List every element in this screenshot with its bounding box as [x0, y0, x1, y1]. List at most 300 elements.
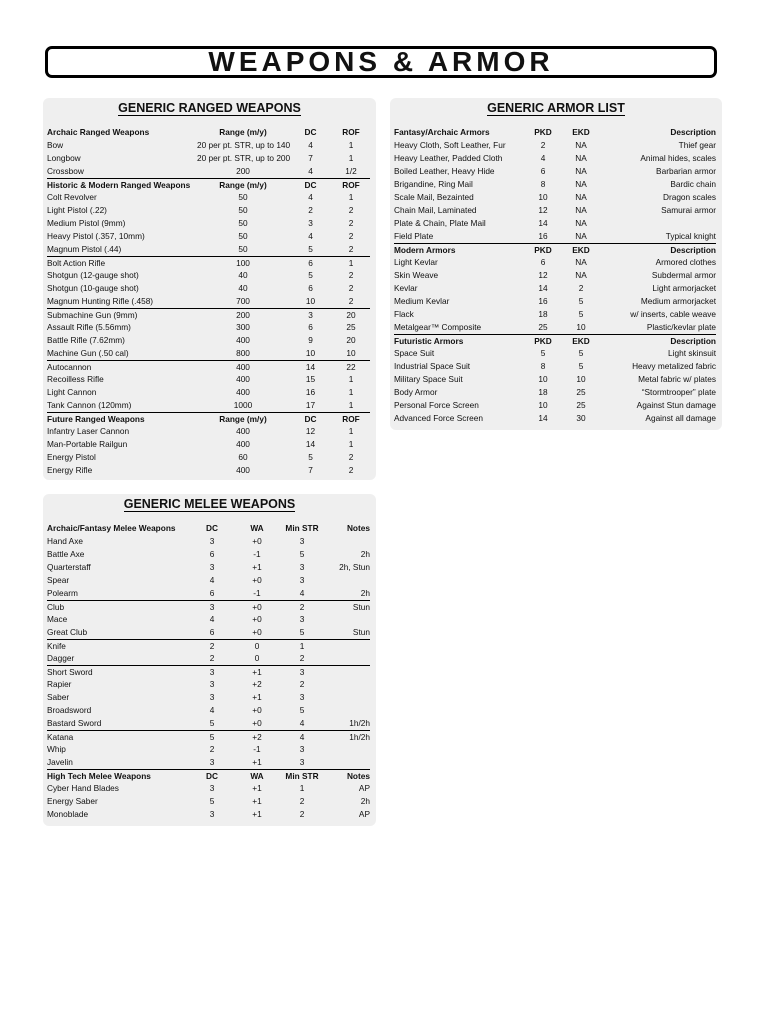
table-cell: NA: [575, 192, 587, 202]
table-cell: Magnum Hunting Rifle (.458): [47, 296, 154, 306]
table-cell: +1: [252, 796, 262, 806]
table-cell: 8: [540, 179, 546, 189]
table-cell: Heavy Cloth, Soft Leather, Fur: [394, 140, 506, 150]
table-cell: 5: [308, 270, 313, 280]
table-header-row: [47, 178, 370, 191]
table-cell: Colt Revolver: [47, 192, 97, 202]
table-cell: 3: [209, 809, 215, 819]
table-cell: 10: [538, 374, 548, 384]
table-cell: 3: [209, 783, 215, 793]
table-row: [394, 178, 716, 191]
table-row: [47, 464, 370, 477]
table-row: [394, 217, 716, 230]
table-cell: Infantry Laser Cannon: [47, 426, 130, 436]
table-cell: 0: [254, 653, 260, 663]
table-cell: 1h/2h: [349, 718, 370, 728]
table-header-row: [47, 412, 370, 425]
table-cell: 2h, Stun: [339, 562, 370, 572]
table-cell: 4: [209, 705, 215, 715]
table-cell: 16: [305, 387, 316, 397]
table-cell: 6: [540, 257, 546, 267]
table-cell: Battle Axe: [47, 549, 85, 559]
table-cell: 2h: [360, 549, 370, 559]
table-cell: 3: [299, 575, 305, 585]
table-row: [394, 347, 716, 360]
table-cell: Light armorjacket: [652, 283, 716, 293]
table-cell: 14: [538, 283, 548, 293]
table-row: [47, 438, 370, 451]
table-cell: Bastard Sword: [47, 718, 102, 728]
table-row: [394, 139, 716, 152]
table-cell: 3: [299, 614, 305, 624]
column-header: DC: [206, 523, 218, 533]
table-cell: Light Pistol (.22): [47, 205, 107, 215]
table-row: [47, 678, 370, 691]
table-cell: Light Kevlar: [394, 257, 438, 267]
table-cell: 2: [209, 641, 215, 651]
table-cell: 50: [238, 244, 248, 254]
table-cell: +1: [252, 667, 262, 677]
table-cell: 5: [540, 348, 546, 358]
table-cell: 1: [348, 426, 354, 436]
table-cell: 2: [299, 653, 305, 663]
table-row: [47, 165, 370, 178]
table-header-row: [394, 334, 716, 347]
table-cell: Crossbow: [47, 166, 84, 176]
ranged-weapons-panel: [43, 98, 376, 480]
table-cell: Autocannon: [47, 362, 92, 372]
table-cell: NA: [575, 205, 587, 215]
table-cell: Javelin: [47, 757, 73, 767]
table-row: [394, 165, 716, 178]
table-cell: 6: [209, 627, 215, 637]
table-cell: Personal Force Screen: [394, 400, 479, 410]
table-cell: 10: [538, 192, 548, 202]
table-cell: 1: [348, 439, 354, 449]
table-cell: Monoblade: [47, 809, 89, 819]
table-cell: 1/2: [345, 166, 357, 176]
table-cell: 50: [238, 231, 248, 241]
armor-list-table: [394, 126, 716, 425]
table-cell: Armored clothes: [655, 257, 716, 267]
table-row: [47, 756, 370, 769]
table-row: [47, 139, 370, 152]
table-cell: 400: [236, 465, 250, 475]
table-cell: Katana: [47, 732, 74, 742]
table-cell: 18: [538, 387, 548, 397]
table-header-row: [47, 769, 370, 782]
table-cell: Body Armor: [394, 387, 438, 397]
column-header: WA: [250, 771, 264, 781]
table-cell: 3: [209, 757, 215, 767]
table-cell: +1: [252, 783, 262, 793]
table-cell: 3: [308, 218, 313, 228]
table-cell: 40: [238, 283, 248, 293]
table-cell: 2: [348, 452, 354, 462]
table-cell: 25: [576, 387, 586, 397]
table-cell: 1: [348, 387, 354, 397]
column-header: ROF: [342, 414, 360, 424]
table-cell: 4: [540, 153, 546, 163]
table-cell: 5: [308, 452, 313, 462]
table-row: [394, 321, 716, 334]
table-cell: 100: [236, 258, 250, 268]
table-cell: Space Suit: [394, 348, 435, 358]
table-cell: 10: [576, 322, 586, 332]
table-row: [394, 191, 716, 204]
table-cell: 2: [209, 653, 215, 663]
table-row: [394, 308, 716, 321]
table-row: [47, 730, 370, 743]
table-cell: 2h: [360, 588, 370, 598]
table-cell: Energy Rifle: [47, 465, 93, 475]
table-cell: 8: [540, 361, 546, 371]
table-cell: NA: [575, 179, 587, 189]
table-row: [394, 256, 716, 269]
column-header: Min STR: [285, 771, 319, 781]
table-cell: 5: [578, 296, 584, 306]
table-cell: 1: [348, 258, 354, 268]
table-row: [47, 613, 370, 626]
table-cell: 50: [238, 192, 248, 202]
table-cell: +0: [252, 536, 262, 546]
table-cell: [322, 678, 370, 691]
table-cell: 6: [308, 258, 313, 268]
table-cell: Tank Cannon (120mm): [47, 400, 132, 410]
column-header: EKD: [572, 336, 590, 346]
table-row: [47, 652, 370, 665]
table-cell: -1: [253, 549, 261, 559]
table-cell: 2: [348, 205, 354, 215]
table-cell: 10: [538, 400, 548, 410]
table-row: [47, 808, 370, 821]
table-cell: 5: [209, 796, 215, 806]
table-row: [394, 282, 716, 295]
table-cell: 16: [538, 296, 548, 306]
table-cell: [322, 640, 370, 652]
table-cell: Machine Gun (.50 cal): [47, 348, 129, 358]
table-row: [47, 561, 370, 574]
table-row: [47, 269, 370, 282]
table-row: [394, 204, 716, 217]
table-cell: Polearm: [47, 588, 78, 598]
table-cell: 3: [299, 536, 305, 546]
table-row: [47, 626, 370, 639]
table-cell: Short Sword: [47, 667, 93, 677]
table-cell: w/ inserts, cable weave: [630, 309, 716, 319]
table-cell: 16: [538, 231, 548, 241]
table-row: [47, 639, 370, 652]
table-cell: 30: [576, 413, 586, 423]
table-cell: 6: [308, 283, 313, 293]
table-cell: Shotgun (12-gauge shot): [47, 270, 139, 280]
table-cell: Medium armorjacket: [640, 296, 716, 306]
table-cell: 25: [576, 400, 586, 410]
table-cell: 12: [538, 270, 548, 280]
table-cell: 3: [209, 602, 215, 612]
column-header: DC: [206, 771, 218, 781]
table-cell: Broadsword: [47, 705, 92, 715]
table-cell: NA: [575, 270, 587, 280]
table-cell: Plate & Chain, Plate Mail: [394, 218, 486, 228]
table-row: [47, 691, 370, 704]
table-cell: 2: [348, 231, 354, 241]
table-row: [47, 782, 370, 795]
table-cell: 2: [299, 809, 305, 819]
table-cell: +1: [252, 562, 262, 572]
table-cell: Metalgear™ Composite: [394, 322, 482, 332]
table-cell: Medium Pistol (9mm): [47, 218, 126, 228]
column-header: Description: [670, 336, 716, 346]
column-header: Modern Armors: [394, 245, 456, 255]
table-cell: Samurai armor: [661, 205, 716, 215]
table-cell: 5: [578, 309, 584, 319]
table-cell: 14: [305, 362, 316, 372]
table-cell: NA: [575, 166, 587, 176]
table-cell: 20 per pt. STR, up to 200: [197, 153, 291, 163]
table-cell: Spear: [47, 575, 70, 585]
table-cell: 400: [236, 335, 250, 345]
table-cell: Thief gear: [678, 140, 716, 150]
table-cell: 1: [348, 192, 354, 202]
table-cell: NA: [575, 257, 587, 267]
table-cell: 12: [305, 426, 316, 436]
table-cell: 2: [348, 465, 354, 475]
table-cell: Shotgun (10-gauge shot): [47, 283, 139, 293]
table-cell: +1: [252, 692, 262, 702]
table-cell: 10: [576, 374, 586, 384]
table-cell: 3: [209, 679, 215, 689]
table-cell: 5: [578, 348, 584, 358]
table-cell: 3: [209, 667, 215, 677]
column-header: WA: [250, 523, 264, 533]
table-row: [394, 386, 716, 399]
table-cell: 400: [236, 439, 250, 449]
table-cell: Barbarian armor: [656, 166, 716, 176]
table-cell: 9: [308, 335, 313, 345]
table-cell: 5: [209, 718, 215, 728]
table-cell: +1: [252, 809, 262, 819]
table-cell: 3: [299, 667, 305, 677]
table-row: [47, 399, 370, 412]
page-title: WEAPONS & ARMOR: [208, 46, 554, 77]
table-cell: 20 per pt. STR, up to 140: [197, 140, 291, 150]
table-cell: 4: [209, 614, 215, 624]
table-cell: 10: [305, 348, 316, 358]
table-cell: Magnum Pistol (.44): [47, 244, 122, 254]
column-header: Range (m/y): [219, 414, 267, 424]
table-row: [394, 295, 716, 308]
table-row: [394, 373, 716, 386]
table-cell: Club: [47, 602, 65, 612]
table-cell: 14: [538, 413, 548, 423]
table-row: [47, 574, 370, 587]
table-header-row: [394, 126, 716, 139]
column-header: Archaic/Fantasy Melee Weapons: [47, 523, 176, 533]
table-cell: Military Space Suit: [394, 374, 463, 384]
column-header: Archaic Ranged Weapons: [47, 127, 150, 137]
table-cell: 5: [299, 627, 305, 637]
table-cell: 700: [236, 296, 250, 306]
table-cell: [322, 666, 370, 678]
table-cell: 5: [578, 361, 584, 371]
table-cell: 4: [299, 588, 305, 598]
table-row: [47, 587, 370, 600]
table-cell: 0: [254, 641, 260, 651]
table-cell: Dagger: [47, 653, 75, 663]
table-cell: 2: [348, 270, 354, 280]
table-cell: 25: [538, 322, 548, 332]
table-cell: Quarterstaff: [47, 562, 91, 572]
table-cell: [600, 217, 716, 230]
table-cell: [322, 535, 370, 548]
table-cell: +2: [252, 679, 262, 689]
table-cell: 20: [346, 310, 356, 320]
table-cell: 3: [308, 310, 313, 320]
table-cell: 4: [299, 718, 305, 728]
table-cell: 2h: [360, 796, 370, 806]
column-header: Future Ranged Weapons: [47, 414, 145, 424]
table-cell: Against Stun damage: [636, 400, 716, 410]
table-cell: Boiled Leather, Heavy Hide: [394, 166, 495, 176]
table-cell: NA: [575, 140, 587, 150]
table-cell: 1: [299, 641, 305, 651]
table-row: [394, 152, 716, 165]
table-cell: Stun: [352, 602, 370, 612]
table-cell: Typical knight: [665, 231, 716, 241]
table-cell: 2: [348, 296, 354, 306]
table-cell: 7: [308, 153, 313, 163]
table-cell: +0: [252, 718, 262, 728]
column-header: High Tech Melee Weapons: [47, 771, 151, 781]
table-cell: Scale Mail, Bezainted: [394, 192, 474, 202]
column-header: ROF: [342, 180, 360, 190]
table-cell: Dragon scales: [662, 192, 716, 202]
column-header: DC: [304, 180, 317, 190]
table-cell: 12: [538, 205, 548, 215]
table-cell: Energy Saber: [47, 796, 98, 806]
table-cell: Submachine Gun (9mm): [47, 310, 138, 320]
table-row: [47, 152, 370, 165]
table-cell: 6: [308, 322, 313, 332]
table-cell: 1000: [233, 400, 253, 410]
table-row: [47, 717, 370, 730]
table-cell: 200: [236, 310, 250, 320]
table-cell: 2: [578, 283, 584, 293]
table-cell: 400: [236, 426, 250, 436]
table-row: [47, 295, 370, 308]
table-cell: 3: [209, 536, 215, 546]
column-header: ROF: [342, 127, 360, 137]
table-cell: Stun: [352, 627, 370, 637]
page-title-box: [45, 46, 717, 78]
column-header: Description: [670, 245, 716, 255]
table-cell: +0: [252, 602, 262, 612]
table-row: [47, 386, 370, 399]
table-cell: Heavy Pistol (.357, 10mm): [47, 231, 145, 241]
table-row: [47, 535, 370, 548]
table-cell: Field Plate: [394, 231, 434, 241]
table-cell: Bow: [47, 140, 64, 150]
table-cell: 50: [238, 218, 248, 228]
table-cell: 400: [236, 374, 250, 384]
table-row: [47, 451, 370, 464]
table-row: [394, 269, 716, 282]
table-row: [47, 334, 370, 347]
table-header-row: [47, 126, 370, 139]
table-cell: Longbow: [47, 153, 81, 163]
table-cell: 2: [308, 205, 313, 215]
table-cell: Industrial Space Suit: [394, 361, 471, 371]
table-row: [47, 743, 370, 756]
table-cell: 1: [348, 400, 354, 410]
table-cell: 10: [346, 348, 356, 358]
table-cell: Chain Mail, Laminated: [394, 205, 477, 215]
table-cell: [322, 613, 370, 626]
table-cell: 4: [308, 140, 313, 150]
table-cell: 5: [308, 244, 313, 254]
melee-weapons-title: GENERIC MELEE WEAPONS: [123, 497, 296, 511]
column-header: Range (m/y): [219, 127, 267, 137]
table-cell: 1h/2h: [349, 732, 370, 742]
table-cell: Light skinsuit: [668, 348, 716, 358]
table-cell: 15: [305, 374, 316, 384]
table-cell: 6: [209, 588, 215, 598]
column-header: PKD: [534, 336, 552, 346]
table-cell: Skin Weave: [394, 270, 439, 280]
table-cell: Saber: [47, 692, 70, 702]
table-cell: Assault Rifle (5.56mm): [47, 322, 131, 332]
table-row: [47, 191, 370, 204]
melee-weapons-panel: [43, 494, 376, 826]
table-cell: 400: [236, 362, 250, 372]
ranged-weapons-table: [47, 126, 370, 477]
table-cell: [322, 691, 370, 704]
table-row: [47, 230, 370, 243]
table-cell: 2: [299, 679, 305, 689]
table-cell: NA: [575, 218, 587, 228]
table-row: [47, 360, 370, 373]
table-cell: Flack: [394, 309, 414, 319]
table-cell: 6: [209, 549, 215, 559]
melee-weapons-table: [47, 522, 370, 821]
column-header: Description: [670, 127, 716, 137]
table-row: [394, 360, 716, 373]
table-cell: [322, 743, 370, 756]
table-row: [47, 425, 370, 438]
table-cell: +0: [252, 627, 262, 637]
table-cell: [322, 756, 370, 769]
table-cell: Metal fabric w/ plates: [638, 374, 716, 384]
table-cell: Against all damage: [645, 413, 716, 423]
table-cell: [322, 574, 370, 587]
table-cell: Light Cannon: [47, 387, 97, 397]
column-header: EKD: [572, 127, 590, 137]
table-cell: 2: [209, 744, 215, 754]
table-row: [394, 230, 716, 243]
table-cell: Mace: [47, 614, 68, 624]
table-cell: “Stormtrooper” plate: [641, 387, 716, 397]
table-cell: 14: [538, 218, 548, 228]
table-cell: 5: [299, 705, 305, 715]
table-cell: 14: [305, 439, 316, 449]
table-cell: 6: [540, 166, 546, 176]
table-cell: +0: [252, 614, 262, 624]
table-cell: AP: [358, 783, 370, 793]
table-cell: +0: [252, 575, 262, 585]
table-row: [47, 548, 370, 561]
table-cell: 2: [299, 796, 305, 806]
